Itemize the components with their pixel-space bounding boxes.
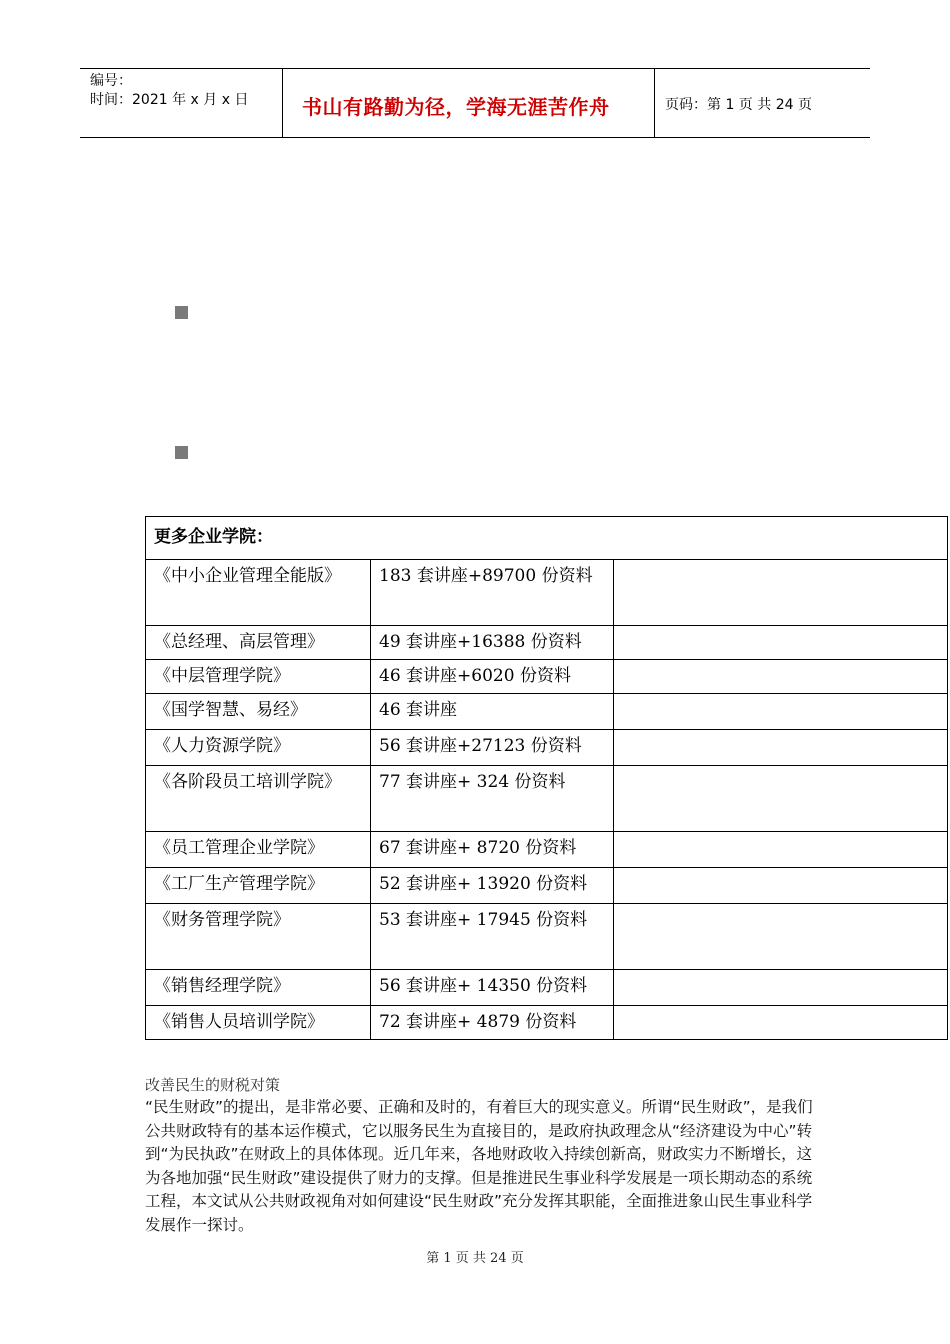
page-info: 页码：第 1 页 共 24 页: [665, 97, 812, 113]
academy-name: 《销售人员培训学院》: [146, 1006, 371, 1040]
academy-detail: 46 套讲座+6020 份资料: [371, 660, 614, 694]
academy-detail: 56 套讲座+27123 份资料: [371, 730, 614, 766]
table-row: [146, 660, 948, 694]
academy-name: 《各阶段员工培训学院》: [146, 766, 371, 832]
empty-cell: [614, 560, 948, 626]
empty-cell: [614, 904, 948, 970]
academy-detail: 67 套讲座+ 8720 份资料: [371, 832, 614, 868]
academy-name: 《财务管理学院》: [146, 904, 371, 970]
header-meta-cell: [80, 69, 283, 137]
table-row: [146, 1006, 948, 1040]
table-row: [146, 730, 948, 766]
article-subtitle: 改善民生的财税对策: [145, 1076, 281, 1094]
academy-detail: 183 套讲座+89700 份资料: [371, 560, 614, 626]
number-label: 编号：: [90, 73, 132, 89]
academy-detail: 77 套讲座+ 324 份资料: [371, 766, 614, 832]
empty-cell: [614, 1006, 948, 1040]
motto-text: 书山有路勤为径，学海无涯苦作舟: [302, 95, 610, 119]
empty-cell: [614, 868, 948, 904]
bullet-square-icon: [175, 306, 188, 319]
empty-cell: [614, 626, 948, 660]
table-row: [146, 766, 948, 832]
empty-cell: [614, 694, 948, 730]
academy-detail: 46 套讲座: [371, 694, 614, 730]
academy-detail: 53 套讲座+ 17945 份资料: [371, 904, 614, 970]
academy-name: 《工厂生产管理学院》: [146, 868, 371, 904]
academy-detail: 56 套讲座+ 14350 份资料: [371, 970, 614, 1006]
academy-detail: 49 套讲座+16388 份资料: [371, 626, 614, 660]
academy-name: 《人力资源学院》: [146, 730, 371, 766]
academy-table: [145, 516, 948, 1040]
empty-cell: [614, 766, 948, 832]
table-title: 更多企业学院：: [146, 517, 948, 560]
header-motto-cell: [282, 69, 655, 137]
empty-cell: [614, 730, 948, 766]
table-row: [146, 904, 948, 970]
table-row: [146, 694, 948, 730]
academy-name: 《员工管理企业学院》: [146, 832, 371, 868]
academy-detail: 52 套讲座+ 13920 份资料: [371, 868, 614, 904]
academy-name: 《销售经理学院》: [146, 970, 371, 1006]
date-label: 时间：2021 年 x 月 x 日: [90, 92, 249, 108]
academy-detail: 72 套讲座+ 4879 份资料: [371, 1006, 614, 1040]
academy-name: 《中层管理学院》: [146, 660, 371, 694]
article-paragraph: “民生财政”的提出，是非常必要、正确和及时的，有着巨大的现实意义。所谓“民生财政”，是我们公共财政特有的基本运作模式，它以服务民生为直接目的，是政府执政理念从“经济建设为中心”转到“为民执政”在财政上的具体体现。近几年来，各地财政收入持续创新高，财政实力不断增长，这为各地加强“民生财政”建设提供了财力的支撑。但是推进民生事业科学发展是一项长期动态的系统工程，本文试从公共财政视角对如何建设“民生财政”充分发挥其职能，全面推进象山民生事业科学发展作一探讨。: [145, 1098, 813, 1234]
document-header: [80, 68, 870, 138]
academy-name: 《国学智慧、易经》: [146, 694, 371, 730]
table-row: [146, 868, 948, 904]
bullet-square-icon: [175, 446, 188, 459]
table-row: [146, 832, 948, 868]
empty-cell: [614, 970, 948, 1006]
table-row: [146, 970, 948, 1006]
table-row: [146, 626, 948, 660]
empty-cell: [614, 660, 948, 694]
header-page-cell: [655, 69, 870, 137]
empty-cell: [614, 832, 948, 868]
academy-name: 《中小企业管理全能版》: [146, 560, 371, 626]
table-title-row: [146, 517, 948, 560]
table-row: [146, 560, 948, 626]
page-footer: 第 1 页 共 24 页: [426, 1251, 524, 1266]
academy-name: 《总经理、高层管理》: [146, 626, 371, 660]
